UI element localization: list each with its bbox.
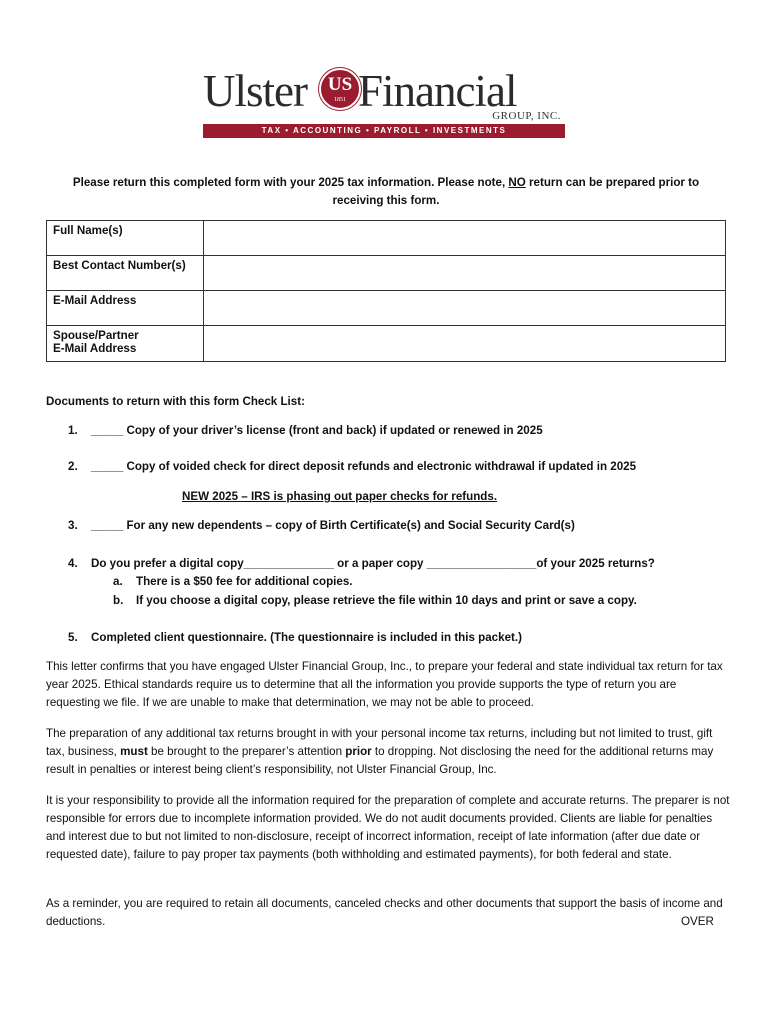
full-name-label: Full Name(s): [47, 221, 204, 256]
additional-returns-paragraph: [46, 725, 730, 779]
reminder-paragraph: As a reminder, you are required to retain all documents, canceled checks and other documents that support the basis of income and deductions.: [46, 897, 723, 928]
para2-must: must: [120, 745, 148, 758]
intro-emphasis: NO: [508, 176, 526, 189]
intro-before: Please return this completed form with your 2025 tax information. Please note,: [72, 176, 509, 189]
checklist-title: Documents to return with this form Check List:: [46, 395, 305, 408]
phone-label: Best Contact Number(s): [47, 256, 204, 291]
item4b-text: If you choose a digital copy, please retrieve the file within 10 days and print or save a copy.: [136, 594, 637, 607]
para2-part-a: The preparation of any additional tax returns brought in with your personal income tax returns, including but not limited to trust, gift tax, business,: [46, 727, 713, 758]
logo-services-band: TAX • ACCOUNTING • PAYROLL • INVESTMENTS: [203, 124, 565, 138]
intro-after: return can be prepared prior to receiving this form.: [332, 176, 700, 207]
item2-number: 2.: [68, 460, 78, 473]
item1-number: 1.: [68, 424, 78, 437]
logo-name-right: Financial: [358, 66, 517, 116]
item1-text: _____ Copy of your driver’s license (front and back) if updated or renewed in 2025: [91, 424, 543, 437]
engagement-paragraph: This letter confirms that you have engaged Ulster Financial Group, Inc., to prepare your federal and state individual tax return for tax year 2025. Ethical standards require us to determine that all the information you provide supports the type of return you are requesting we file. If we are unable to make that determination, we may not be able to proceed.: [46, 660, 723, 709]
logo-name-left: Ulster: [203, 66, 307, 116]
item4-text: Do you prefer a digital copy______________ or a paper copy _________________of your 2025 returns?: [91, 557, 655, 570]
item4a-number: a.: [113, 575, 123, 588]
para2-part-c: to dropping. Not disclosing the need for the additional returns may result in penalties or interest being client’s responsibility, not Ulster Financial Group, Inc.: [46, 745, 714, 776]
full-name-field[interactable]: [204, 221, 726, 256]
item3-number: 3.: [68, 519, 78, 532]
spouse-label-line1: Spouse/Partner: [53, 329, 139, 342]
item4a-text: There is a $50 fee for additional copies.: [136, 575, 353, 588]
spouse-email-label: [47, 326, 204, 362]
spouse-email-field[interactable]: [204, 326, 726, 362]
logo-seal-year: 1851: [334, 97, 346, 103]
over-label: OVER: [681, 915, 714, 928]
item3-text: _____ For any new dependents – copy of Birth Certificate(s) and Social Security Card(s): [91, 519, 575, 532]
logo-seal: [319, 68, 361, 110]
item4-number: 4.: [68, 557, 78, 570]
email-field[interactable]: [204, 291, 726, 326]
item2-note: NEW 2025 – IRS is phasing out paper checks for refunds.: [182, 490, 498, 503]
logo-group-text: GROUP, INC.: [492, 110, 561, 122]
company-logo: [203, 66, 565, 140]
item4b-number: b.: [113, 594, 124, 607]
email-label: E-Mail Address: [47, 291, 204, 326]
client-info-table: [46, 220, 726, 362]
item5-number: 5.: [68, 631, 78, 644]
para2-prior: prior: [345, 745, 372, 758]
logo-seal-letters: US: [327, 74, 353, 95]
intro-text: [46, 174, 726, 210]
phone-field[interactable]: [204, 256, 726, 291]
item2-text: _____ Copy of voided check for direct deposit refunds and electronic withdrawal if updated in 2025: [91, 460, 637, 473]
item5-text: Completed client questionnaire. (The questionnaire is included in this packet.): [91, 631, 522, 644]
spouse-label-line2: E-Mail Address: [53, 342, 137, 355]
para2-part-b: be brought to the preparer’s attention: [147, 745, 346, 758]
responsibility-paragraph: It is your responsibility to provide all the information required for the preparation of complete and accurate returns. The preparer is not responsible for errors due to incomplete information provided. We do not audit documents provided. Clients are liable for penalties and interest due to but not limited to non-disclosure, receipt of incorrect information, receipt of late information (after due date or requested date), failure to pay proper tax payments (both withholding and estimated payments), for both federal and state.: [46, 794, 730, 861]
